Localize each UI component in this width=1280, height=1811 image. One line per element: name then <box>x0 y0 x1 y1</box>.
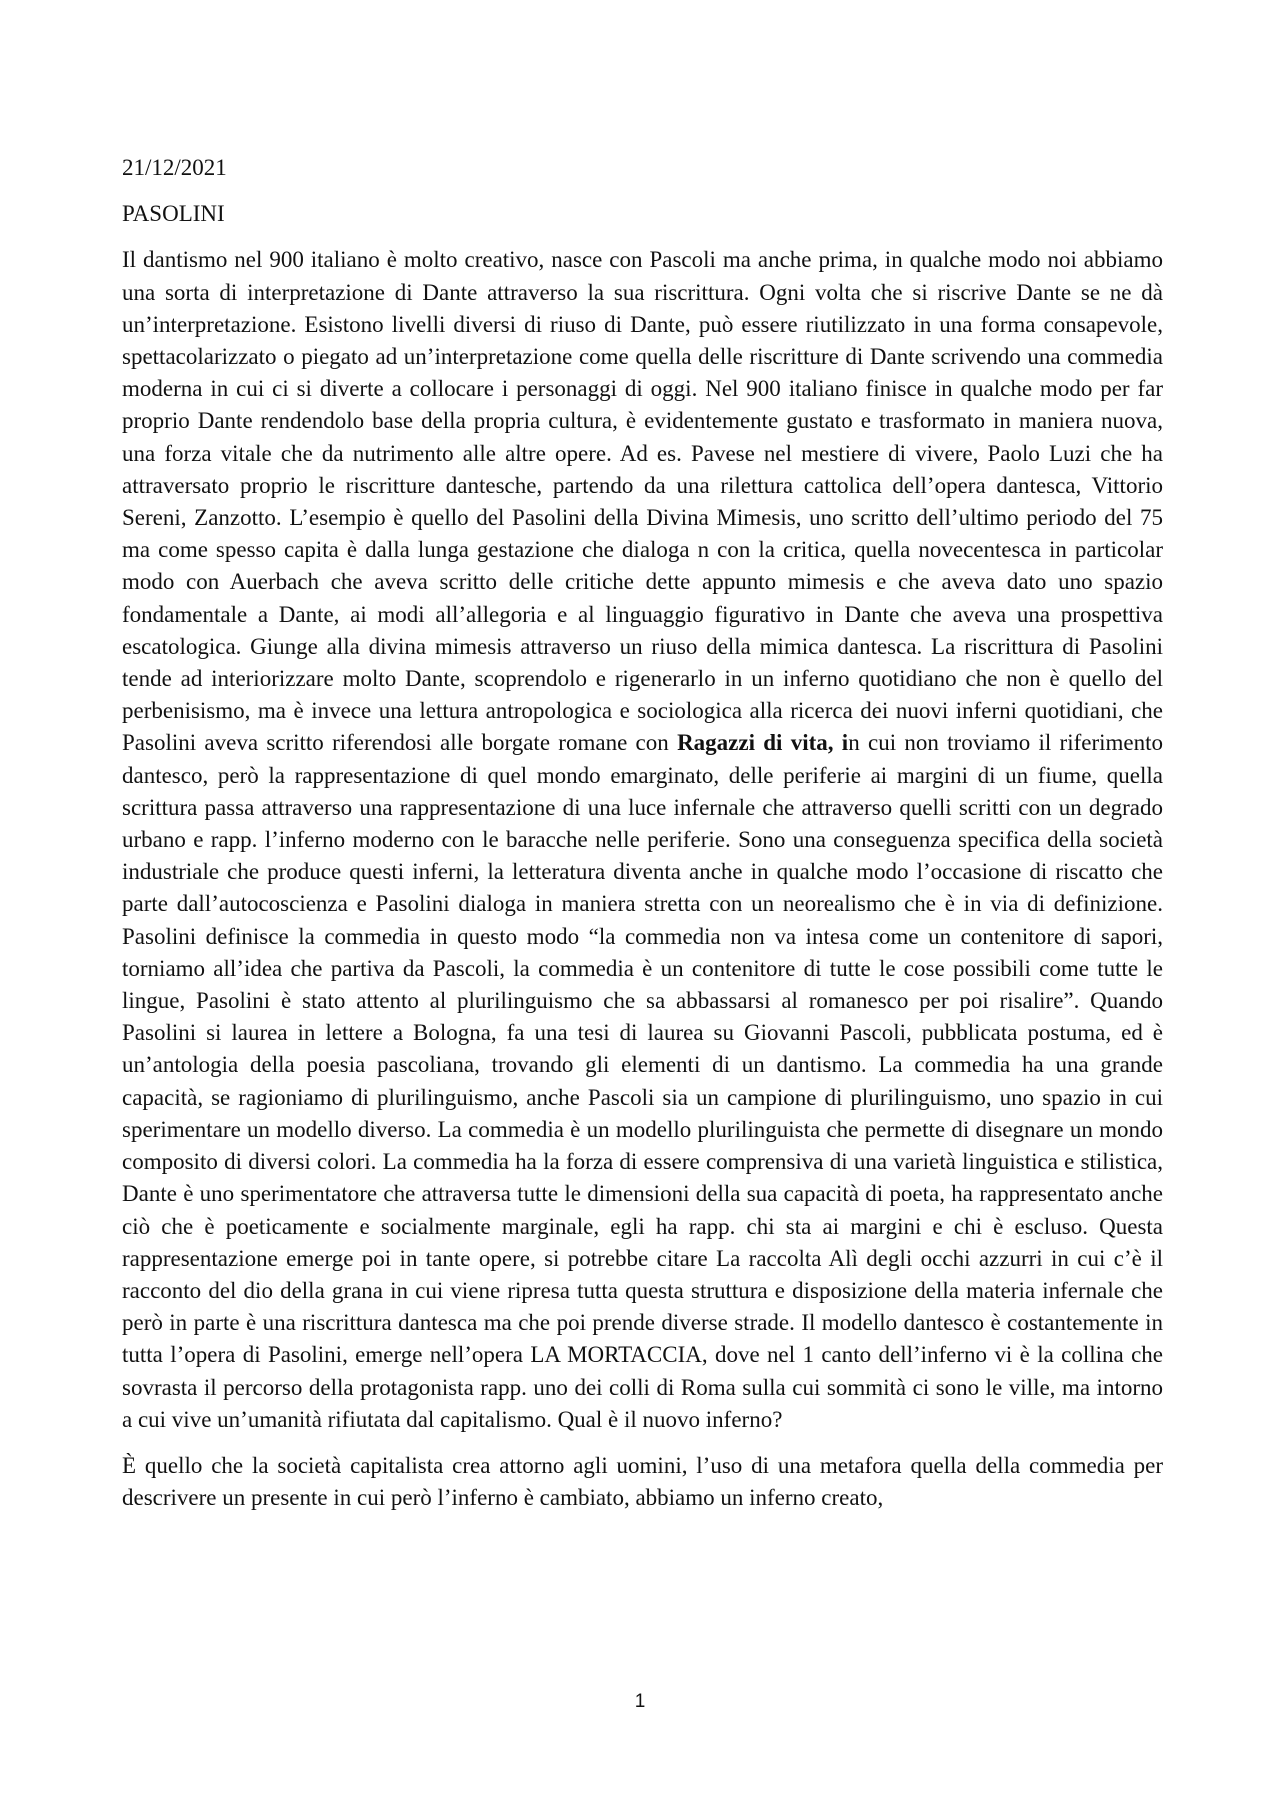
page-content <box>122 152 1163 1528</box>
bold-title-ragazzi-di-vita: Ragazzi di vita, i <box>677 730 849 756</box>
document-heading: PASOLINI <box>122 201 225 227</box>
paragraph-1-text-start: Il dantismo nel 900 italiano è molto creativo, nasce con Pascoli ma anche prima, in qualche modo noi abbiamo una sorta di interpretazione di Dante attraverso la sua riscrittura. Ogni volta che si riscrive Dante se ne dà un’interpretazione. Esistono livelli diversi di riuso di Dante, può essere riutilizzato in una forma consapevole, spettacolarizzato o piegato ad un’interpretazione come quella delle riscritture di Dante scrivendo una commedia moderna in cui ci si diverte a collocare i personaggi di oggi. Nel 900 italiano finisce in qualche modo per far proprio Dante rendendolo base della propria cultura, è evidentemente gustato e trasformato in maniera nuova, una forza vitale che da nutrimento alle altre opere. Ad es. Pavese nel mestiere di vivere, Paolo Luzi che ha attraversato proprio le riscritture dantesche, partendo da una rilettura cattolica dell’opera dantesca, Vittorio Sereni, Zanzotto. L’esempio è quello del Pasolini della Divina Mimesis, uno scritto dell’ultimo periodo del 75 ma come spesso capita è dalla lunga gestazione che dialoga n con la critica, quella novecentesca in particolar modo con Auerbach che aveva scritto delle critiche dette appunto mimesis e che aveva dato uno spazio fondamentale a Dante, ai modi all’allegoria e al linguaggio figurativo in Dante che aveva una prospettiva escatologica. Giunge alla divina mimesis attraverso un riuso della mimica dantesca. La riscrittura di Pasolini tende ad interiorizzare molto Dante, scoprendolo e rigenerarlo in un inferno quotidiano che non è quello del perbenisismo, ma è invece una lettura antropologica e sociologica alla ricerca dei nuovi inferni quotidiani, che Pasolini aveva scritto riferendosi alle borgate romane con <box>122 247 1163 756</box>
paragraph-1 <box>122 244 1163 1436</box>
paragraph-2: È quello che la società capitalista crea attorno agli uomini, l’uso di una metafora quella della commedia per descrivere un presente in cui però l’inferno è cambiato, abbiamo un inferno creato, <box>122 1452 1163 1511</box>
page-number: 1 <box>634 1691 646 1712</box>
document-date: 21/12/2021 <box>122 155 227 180</box>
paragraph-1-text-end: n cui non troviamo il riferimento dantesco, però la rappresentazione di quel mondo emarginato, delle periferie ai margini di un fiume, quella scrittura passa attraverso una rappresentazione di una luce infernale che attraverso quelli scritti con un degrado urbano e rapp. l’inferno moderno con le baracche nelle periferie. Sono una conseguenza specifica della società industriale che produce questi inferni, la letteratura diventa anche in qualche modo l’occasione di riscatto che parte dall’autocoscienza e Pasolini dialoga in maniera stretta con un neorealismo che è in via di definizione. Pasolini definisce la commedia in questo modo “la commedia non va intesa come un contenitore di sapori, torniamo all’idea che partiva da Pascoli, la commedia è un contenitore di tutte le cose possibili come tutte le lingue, Pasolini è stato attento al plurilinguismo che sa abbassarsi al romanesco per poi risalire”. Quando Pasolini si laurea in lettere a Bologna, fa una tesi di laurea su Giovanni Pascoli, pubblicata postuma, ed è un’antologia della poesia pascoliana, trovando gli elementi di un dantismo. La commedia ha una grande capacità, se ragioniamo di plurilinguismo, anche Pascoli sia un campione di plurilinguismo, uno spazio in cui sperimentare un modello diverso. La commedia è un modello plurilinguista che permette di disegnare un mondo composito di diversi colori. La commedia ha la forza di essere comprensiva di una varietà linguistica e stilistica, Dante è uno sperimentatore che attraversa tutte le dimensioni della sua capacità di poeta, ha rappresentato anche ciò che è poeticamente e socialmente marginale, egli ha rapp. chi sta ai margini e chi è escluso. Questa rappresentazione emerge poi in tante opere, si potrebbe citare La raccolta Alì degli occhi azzurri in cui c’è il racconto del dio della grana in cui viene ripresa tutta questa struttura e disposizione della materia infernale che però in parte è una riscrittura dantesca ma che poi prende diverse strade. Il modello dantesco è costantemente in tutta l’opera di Pasolini, emerge nell’opera LA MORTACCIA, dove nel 1 canto dell’inferno vi è la collina che sovrasta il percorso della protagonista rapp. uno dei colli di Roma sulla cui sommità ci sono le ville, ma intorno a cui vive un’umanità rifiutata dal capitalismo. Qual è il nuovo inferno? <box>122 730 1163 1432</box>
